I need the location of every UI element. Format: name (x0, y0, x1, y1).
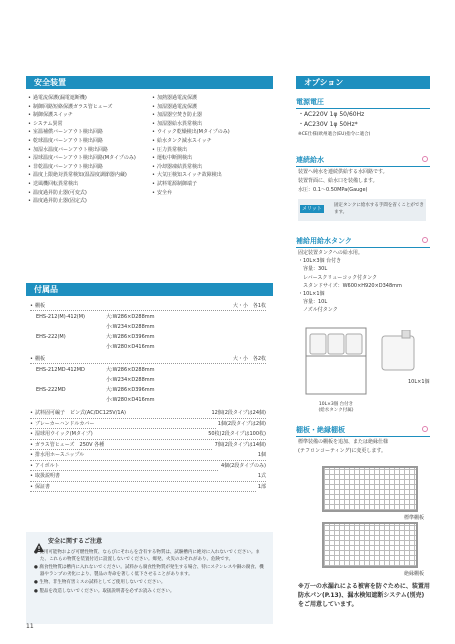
acc-shelf-label: • 棚板 (30, 303, 45, 309)
safety-item: • 乾球温度バーンアウト検出回路 (28, 137, 168, 146)
acc-line-label: • ブレーカーハンドルカバー (30, 421, 94, 427)
tank-head: 補給用給水タンク (296, 236, 430, 248)
acc-line-label: • ガラス管ヒューズ 250V 各種 (30, 442, 104, 448)
safety-item: • 給水タンク減水スイッチ (152, 137, 272, 146)
safety-item: • 試料電源制御端子 (152, 180, 272, 189)
drip-note: ※万一の水漏れによる被害を防ぐために、装置用防水パン(P.13)、漏水検知遮断システム(別売)をご用意しています。 (298, 583, 430, 608)
acc-size-row (36, 375, 256, 385)
acc-line-qty: 1個(2段タイプは2個) (217, 420, 266, 427)
shelf-line: 標準装備の棚板を追加、または絶縁仕様 (298, 439, 389, 445)
acc-holder-qty: 大・小 各2枚 (232, 356, 266, 362)
tank-10l-image (376, 330, 420, 374)
acc-line (30, 419, 266, 430)
acc-size-row (36, 342, 256, 352)
water-line: 水圧：0.1～0.50MPa(Gauge) (298, 187, 368, 193)
acc-size: 小:W280×D416mm (106, 397, 155, 403)
tank-caption-right: 10L×1個 (408, 379, 430, 385)
safety-header (26, 76, 273, 89)
notice-item: ● 腐食性物質は槽内に入れないでください。試料から腐食性物質が発生する場合、特にステンレスや銅の腐食、機器やランプの劣化により、製品の寿命を著しく低下させることがあります。 (34, 565, 264, 577)
notice-title: 安全に関するご注意 (48, 538, 103, 545)
safety-item: • 室温補償バーンアウト検出回路 (28, 128, 168, 137)
insulated-shelf-image (322, 522, 418, 568)
acc-holder-rows (36, 365, 256, 405)
safety-item: • 加湿器空焚き防止器 (152, 111, 272, 120)
safety-item: • 制御保護スイッチ (28, 111, 168, 120)
options-header (296, 76, 430, 89)
acc-model: EHS-212(M)·412(M) (36, 314, 86, 320)
tank-stand-image (298, 320, 372, 400)
water-head: 連続給水 (296, 155, 430, 167)
acc-size: 大:W286×D396mm (106, 334, 155, 340)
acc-size: 小:W234×D288mm (106, 324, 155, 330)
notice-box (26, 532, 273, 624)
safety-list-left (28, 94, 168, 206)
water-line: 装置へ純水を連続供給する水回路です。 (298, 169, 388, 175)
acc-line-label: • 保証書 (30, 484, 50, 490)
acc-line-qty: 12個(2段タイプは24個) (211, 410, 266, 416)
ring-icon (422, 237, 428, 243)
acc-line-label: • アイボルト (30, 463, 60, 469)
safety-item: • 冷却器凍結異常検出 (152, 163, 272, 172)
safety-item: • 過電流保護(漏電遮断機) (28, 94, 168, 103)
safety-item: • ウイック乾燥検出(Mタイプのみ) (152, 128, 272, 137)
tank-line: 固定装置タンクへの給水用。 (298, 250, 363, 256)
acc-model: EHS-212MD·412MD (36, 367, 85, 373)
safety-list-right (152, 94, 272, 197)
acc-line-qty: 50枚(2段タイプは100枚) (208, 431, 266, 437)
tank-line: 容量：30L (298, 266, 328, 273)
standard-shelf-image (322, 466, 418, 512)
safety-item: • 加湿器給水異常検出 (152, 120, 272, 129)
safety-item: • 湿球温度バーンアウト検出回路(Mタイプのみ) (28, 154, 168, 163)
insulated-shelf-caption: 絶縁棚板 (404, 571, 425, 577)
acc-shelf-qty: 大・小 各1枚 (232, 303, 266, 309)
acc-size: 小:W234×D288mm (106, 377, 155, 383)
notice-item: ● 製品を改造しないでください。取扱説明書を必ずお読みください。 (34, 588, 175, 594)
tank-line: 容量：10L (298, 299, 328, 306)
warning-icon (34, 537, 44, 546)
safety-item: • 温度上限絶対異常検知(温湿度調節器内蔵) (28, 171, 168, 180)
safety-item: • 温度過昇防止器(可変式) (28, 189, 168, 198)
acc-size: 大:W286×D396mm (106, 387, 155, 393)
merit-text: 固定タンクに給水する手間を省くことができます。 (334, 203, 424, 215)
water-lines (298, 168, 430, 195)
acc-line (30, 482, 266, 493)
acc-line-label: • 湿球用ウイック(Mタイプ) (30, 431, 93, 437)
shelf-head: 棚板・絶縁棚板 (296, 425, 430, 437)
shelf-line: (テフロンコーティング)に変更します。 (298, 448, 387, 454)
safety-item: • 圧力異常検出 (152, 146, 272, 155)
acc-size-row (36, 332, 256, 342)
notice-item: ● 生物、非生物有害ミスの試料としてご使用しないでください。 (34, 580, 166, 586)
notice-items (34, 550, 266, 598)
acc-line (30, 471, 266, 482)
acc-size-row (36, 322, 256, 332)
voltage-lines (298, 110, 430, 140)
merit-label: メリット (302, 206, 322, 212)
tank-line: スタンドサイズ：W600×H920×D348mm (298, 282, 402, 289)
shelf-lines (298, 438, 430, 456)
acc-line (30, 450, 266, 461)
accessories-title: 付属品 (34, 285, 58, 294)
safety-item: • 非乾温度バーンアウト検出回路 (28, 163, 168, 172)
safety-item: • 大気圧検知スイッチ故障検出 (152, 171, 272, 180)
voltage-line: ※CE仕様(欧州適合(EU)指令に適合) (298, 132, 371, 137)
acc-holder-label: • 棚板 (30, 356, 45, 362)
tank-line: ・10L×1個 (298, 291, 325, 298)
safety-item: • 安全弁 (152, 189, 272, 198)
voltage-head: 電源電圧 (296, 97, 430, 109)
acc-lines (30, 408, 266, 492)
acc-size-row (36, 312, 256, 322)
merit-box (298, 199, 426, 221)
tank-line: ・10L×3個 台付き (298, 258, 342, 265)
acc-line (30, 461, 266, 472)
water-line: 装置背面に、給水口を装備します。 (298, 178, 378, 184)
acc-size-row (36, 395, 256, 405)
notice-item: ● 使用可能物および可燃性物質、ならびにそれらを含有する物質は、試験槽内に絶対に入れないでください。また、これらの物質を装置付近に設置しないでください。爆発、火災のおそれがあり、危険です。 (34, 550, 260, 562)
acc-line (30, 408, 266, 419)
safety-item: • 加湿器過電流保護 (152, 103, 272, 112)
accessories-header (26, 283, 273, 296)
ring-icon (422, 426, 428, 432)
acc-size: 大:W286×D288mm (106, 314, 155, 320)
safety-item: • 運転中断開検出 (152, 154, 272, 163)
safety-item: • 送風機回転異常検出 (28, 180, 168, 189)
acc-size: 大:W286×D288mm (106, 367, 155, 373)
options-title: オプション (304, 78, 344, 87)
acc-line-qty: 1個 (257, 452, 266, 458)
acc-size: 小:W280×D416mm (106, 344, 155, 350)
tank-line: レバースクリューコック付タンク (298, 274, 378, 281)
acc-size-row (36, 385, 256, 395)
acc-line-label: • 取扱説明書 (30, 473, 60, 479)
safety-item: • システム異常 (28, 120, 168, 129)
tank-lines (298, 249, 430, 315)
acc-line (30, 429, 266, 440)
tank-caption-left: 10L×3個 台付き (給水タンク付属) (318, 402, 354, 413)
tank-line: ノズル付タンク (298, 307, 338, 314)
acc-shelf-rows (36, 312, 256, 352)
ring-icon (422, 156, 428, 162)
acc-line-label: • 試料固可編子 ピン式(AC/DC125V/1A) (30, 410, 126, 416)
acc-holder-line (30, 355, 266, 364)
safety-item: • 加熱器過電流保護 (152, 94, 272, 103)
acc-model: EHS-222MD (36, 387, 66, 393)
safety-title: 安全装置 (34, 78, 66, 87)
voltage-line: ・AC220V 1φ 50/60Hz (298, 111, 365, 118)
acc-line-qty: 1部 (257, 483, 266, 490)
acc-line-qty: 7個(2段タイプは14個) (214, 441, 266, 448)
acc-shelf-line (30, 302, 266, 311)
page-number: 11 (26, 623, 34, 630)
acc-model: EHS-222(M) (36, 334, 66, 340)
safety-item: • 温度過昇防止器(固定式) (28, 197, 168, 206)
safety-item: • 加湿水温度バーンアウト検出回路 (28, 146, 168, 155)
acc-line (30, 440, 266, 451)
standard-shelf-caption: 標準棚板 (404, 515, 425, 521)
voltage-line: ・AC230V 1φ 50Hz* (298, 121, 358, 128)
acc-size-row (36, 365, 256, 375)
acc-line-label: • 排水用ホースニップル (30, 452, 84, 458)
acc-line-qty: 1式 (257, 473, 266, 479)
safety-item: • 制御回路短絡保護ガラス管ヒューズ (28, 103, 168, 112)
acc-line-qty: 4個(2段タイプのみ) (220, 462, 266, 469)
